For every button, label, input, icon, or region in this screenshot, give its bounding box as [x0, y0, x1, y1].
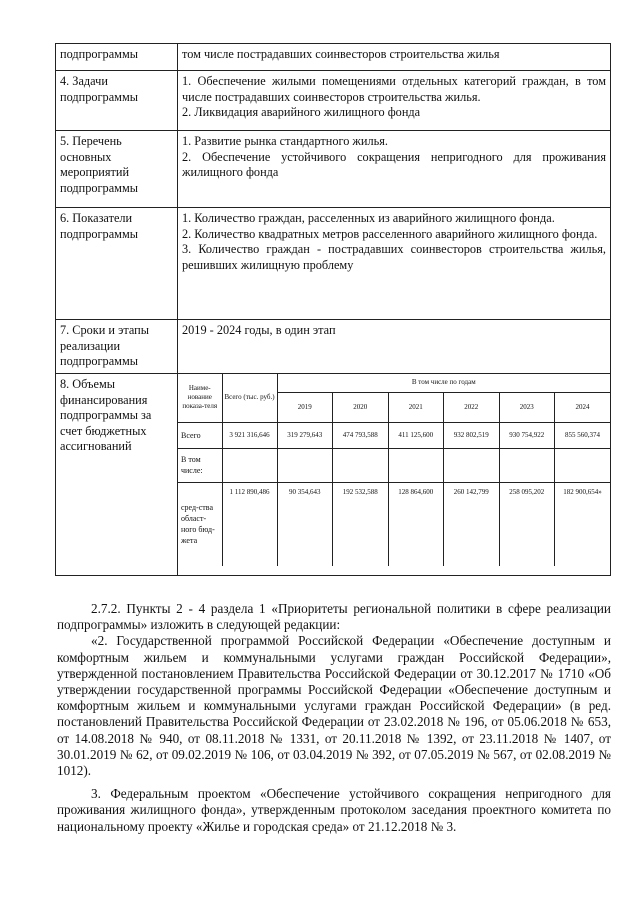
- fin-value-cell: 128 864,600: [388, 482, 444, 566]
- year-header: 2023: [499, 392, 555, 422]
- row-line: 3. Количество граждан - пострадавших соинвесторов строительства жилья, решивших жилищную проблему: [182, 242, 606, 272]
- table-row: [56, 131, 611, 208]
- row-line: 1. Развитие рынка стандартного жилья.: [182, 134, 388, 148]
- fin-value-cell: 930 754,922: [499, 422, 555, 448]
- financing-table: [178, 374, 610, 566]
- row-line: 1. Обеспечение жилыми помещениями отдельных категорий граждан, в том числе пострадавших соинвесторов строительства жилья.: [182, 74, 606, 104]
- fin-value-cell: 411 125,600: [388, 422, 444, 448]
- fin-value-cell: [333, 448, 389, 482]
- paragraph: 2.7.2. Пункты 2 - 4 раздела 1 «Приоритеты региональной политики в сфере реализации подпрограммы» изложить в следующей редакции:: [57, 601, 611, 633]
- fin-value-cell: [555, 448, 611, 482]
- row-line: 2. Количество квадратных метров расселенного аварийного жилищного фонда.: [182, 226, 598, 241]
- header-indicator-name: Наиме-нование показа-теля: [178, 374, 222, 422]
- row-line: 2019 - 2024 годы, в один этап: [182, 323, 336, 337]
- fin-value-cell: 182 900,654»: [555, 482, 611, 566]
- document-body: [57, 601, 611, 835]
- header-years-group: В том числе по годам: [277, 374, 610, 392]
- fin-total-cell: [222, 448, 277, 482]
- row-label: 5. Перечень основных мероприятий подпрограммы: [56, 131, 178, 208]
- row-line: 2. Ликвидация аварийного жилищного фонда: [182, 105, 421, 119]
- fin-value-cell: 260 142,799: [444, 482, 500, 566]
- year-header: 2024: [555, 392, 611, 422]
- fin-value-cell: [444, 448, 500, 482]
- paragraph: «2. Государственной программой Российской Федерации «Обеспечение доступным и комфортным жильем и коммунальными услугами граждан Российской Федерации», утвержденной постановлением Правительства Российской Федерации от 30.12.2017 № 1710 «Об утверждении государственной программы Российской Федерации «Обеспечение доступным и комфортным жильем и коммунальными услугами граждан Российской Федерации» (в ред. постановлений Правительства Российской Федерации от 23.02.2018 № 196, от 05.06.2018 № 653, от 14.08.2018 № 940, от 08.11.2018 № 1331, от 20.11.2018 № 1392, от 23.11.2018 № 1407, от 30.01.2019 № 62, от 09.02.2019 № 106, от 03.04.2019 № 392, от 07.05.2019 № 567, от 02.08.2019 № 1012).: [57, 633, 611, 779]
- fin-value-cell: [388, 448, 444, 482]
- row-label: 8. Объемы финансирования подпрограммы за счет бюджетных ассигнований: [56, 374, 178, 576]
- fin-total-cell: 1 112 890,486: [222, 482, 277, 566]
- fin-value-cell: [277, 448, 333, 482]
- row-line: 2. Обеспечение устойчивого сокращения непригодного для проживания жилищного фонда: [182, 149, 606, 179]
- row-label: 7. Сроки и этапы реализации подпрограммы: [56, 320, 178, 374]
- table-row: [56, 320, 611, 374]
- paragraph: 3. Федеральным проектом «Обеспечение устойчивого сокращения непригодного для проживания жилищного фонда», утвержденным протоколом заседания проектного комитета по национальному проекту «Жилье и городская среда» от 21.12.2018 № 3.: [57, 786, 611, 834]
- fin-value-cell: 90 354,643: [277, 482, 333, 566]
- row-line: том числе пострадавших соинвесторов строительства жилья: [182, 47, 500, 61]
- subprogram-passport-table: [55, 43, 611, 576]
- fin-row-name: В том числе:: [178, 448, 222, 482]
- fin-row-name: сред-ства област-ного бюд-жета: [178, 482, 222, 566]
- table-row: [56, 208, 611, 320]
- row-line: 1. Количество граждан, расселенных из аварийного жилищного фонда.: [182, 211, 555, 225]
- fin-total-cell: 3 921 316,646: [222, 422, 277, 448]
- row-label: 6. Показатели подпрограммы: [56, 208, 178, 320]
- fin-value-cell: 474 793,588: [333, 422, 389, 448]
- fin-value-cell: 932 802,519: [444, 422, 500, 448]
- fin-value-cell: 319 279,643: [277, 422, 333, 448]
- table-row-financing: [56, 374, 611, 576]
- year-header: 2020: [333, 392, 389, 422]
- header-total: Всего (тыс. руб.): [222, 374, 277, 422]
- row-label: 4. Задачи подпрограммы: [56, 71, 178, 131]
- fin-value-cell: 192 532,588: [333, 482, 389, 566]
- row-label: подпрограммы: [56, 44, 178, 71]
- fin-value-cell: 855 560,374: [555, 422, 611, 448]
- fin-value-cell: [499, 448, 555, 482]
- year-header: 2019: [277, 392, 333, 422]
- year-header: 2022: [444, 392, 500, 422]
- fin-row-name: Всего: [178, 422, 222, 448]
- fin-value-cell: 258 095,202: [499, 482, 555, 566]
- table-row: [56, 44, 611, 71]
- table-row: [56, 71, 611, 131]
- year-header: 2021: [388, 392, 444, 422]
